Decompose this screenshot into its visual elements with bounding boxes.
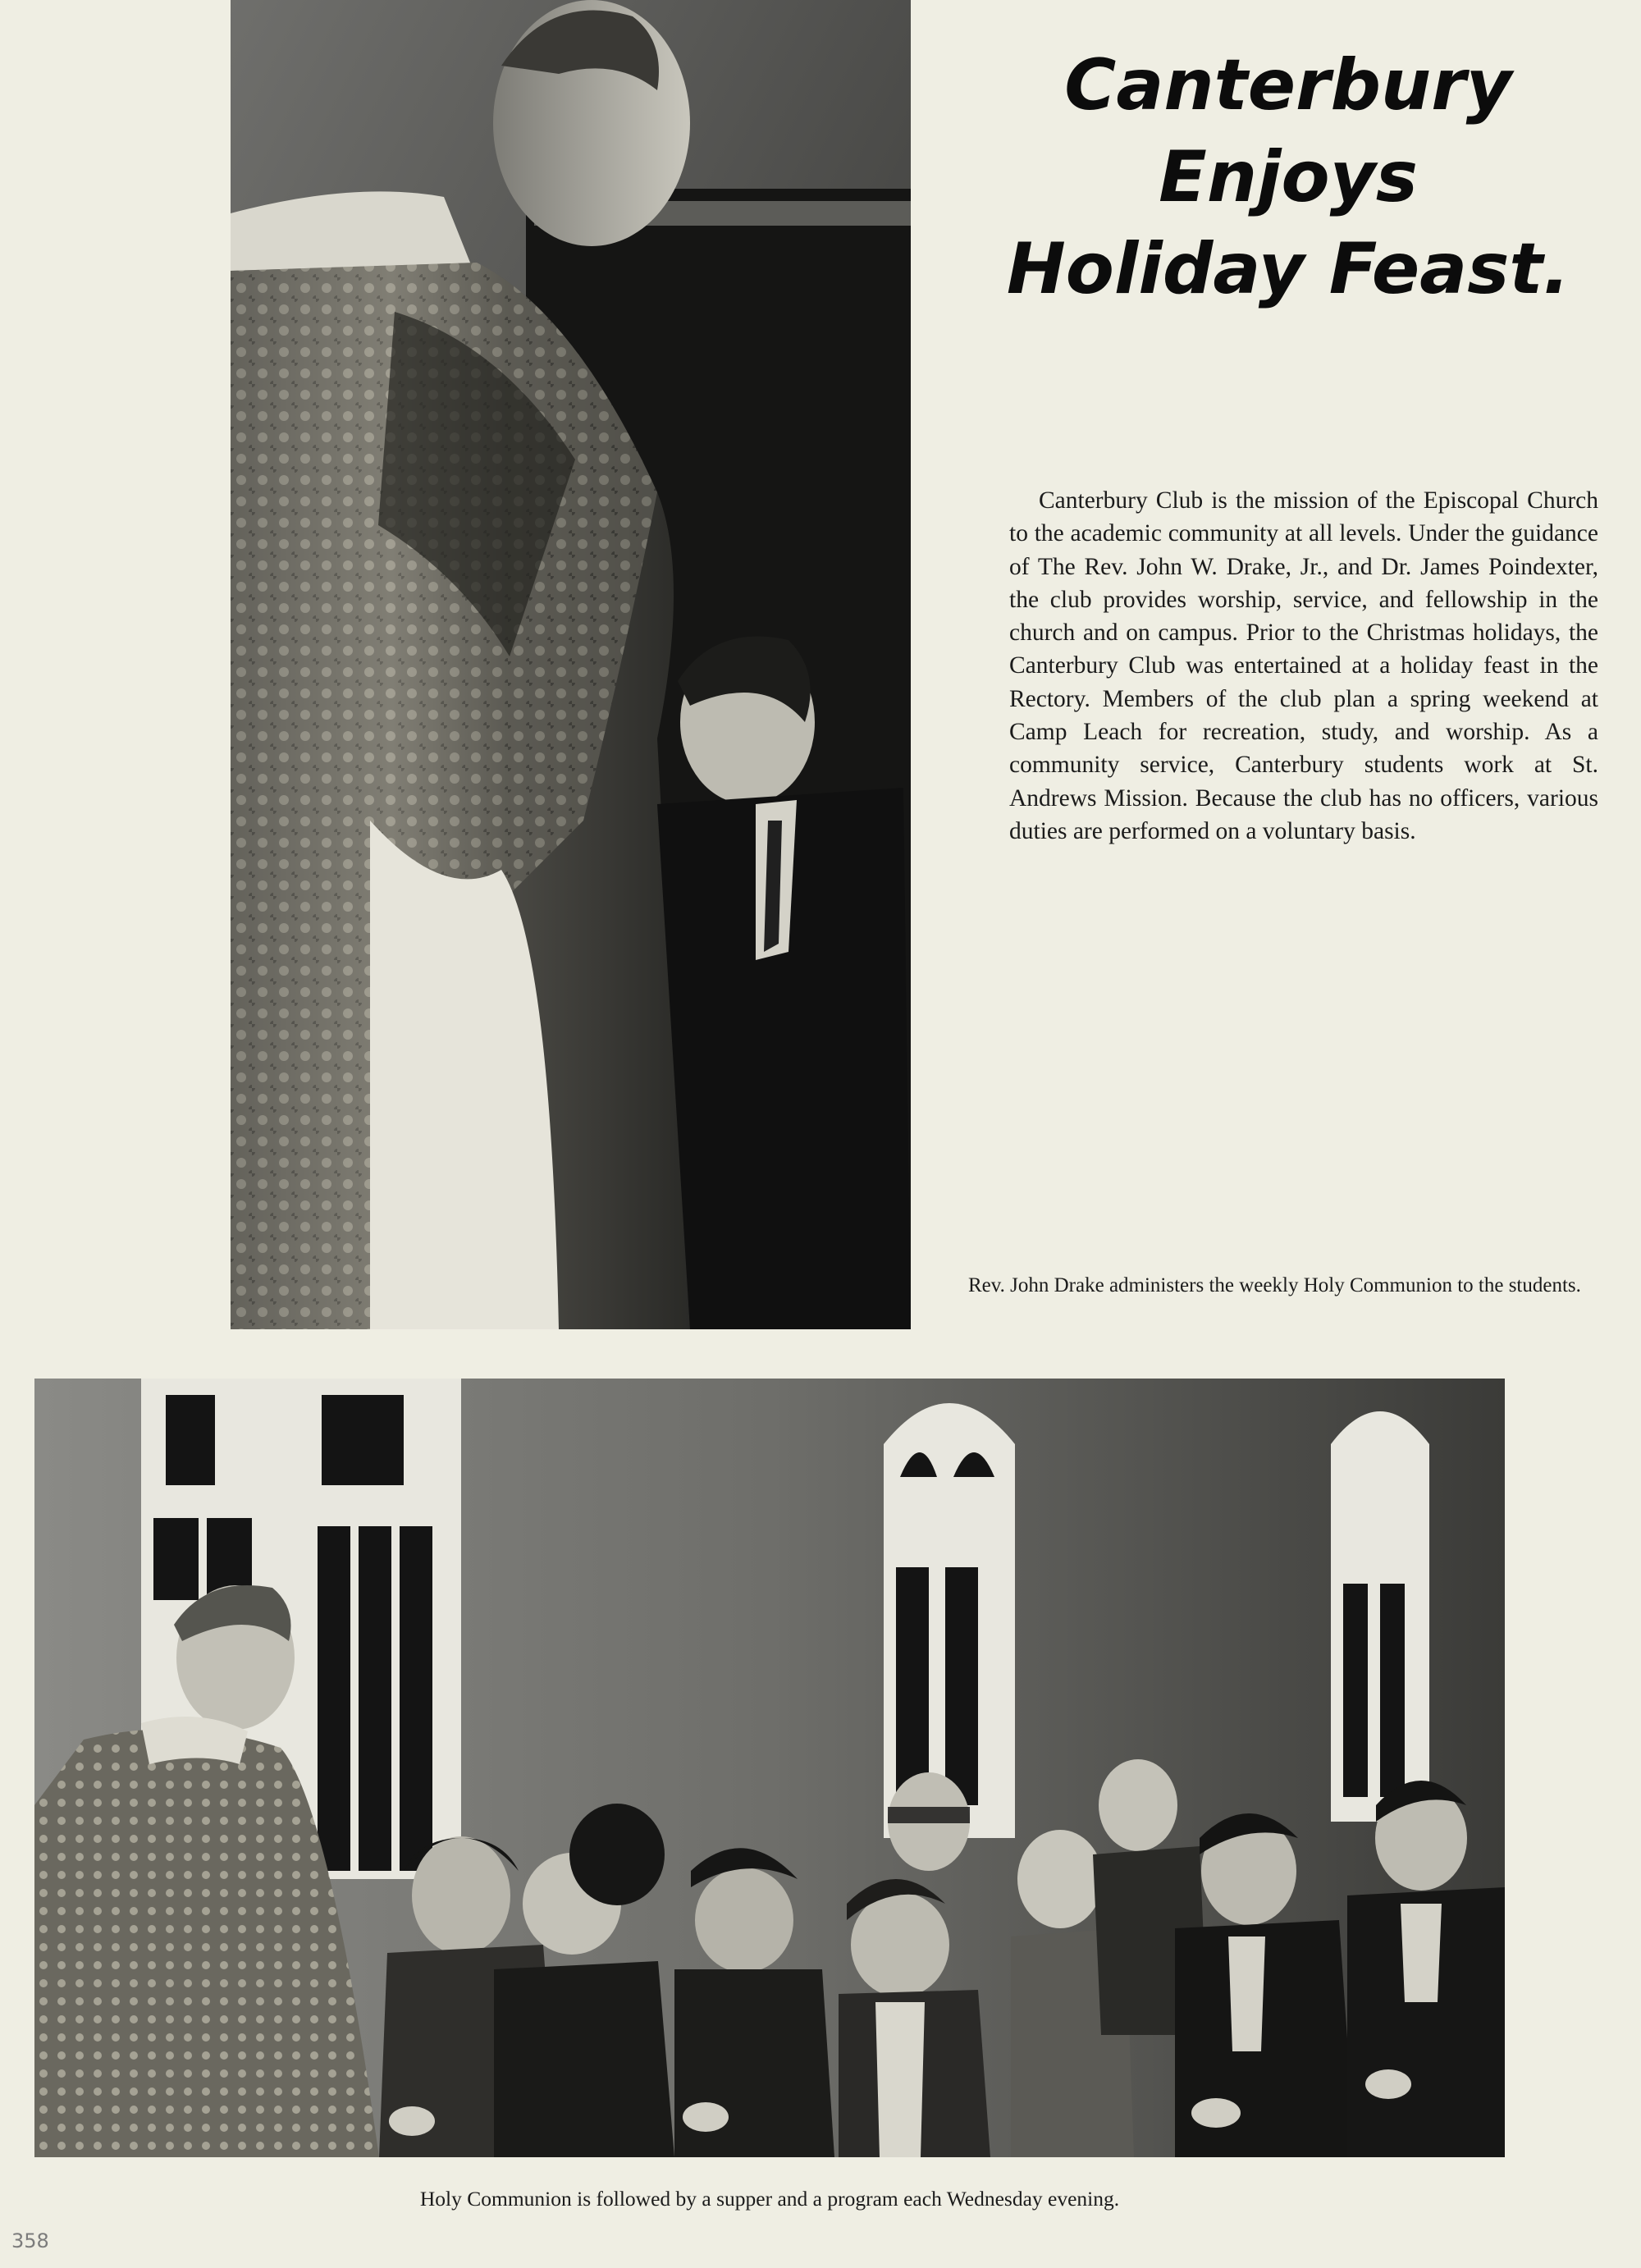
photo-communion-group	[34, 1379, 1505, 2157]
article-body: Canterbury Club is the mission of the Episcopal Church to the academic community at all levels. Under the guidance of The Rev. John W. Drake, Jr., and Dr. James Poindexter, the club provides worship, service, and fellowship in the church and on campus. Prior to the Christmas holidays, the Canterbury Club was entertained at a holiday feast in the Rectory. Members of the club plan a spring weekend at Camp Leach for recreation, study, and worship. As a community service, Canterbury students work at St. Andrews Mission. Because the club has no officers, various duties are performed on a voluntary basis.	[1009, 487, 1598, 844]
page-title	[960, 39, 1616, 315]
top-photo-caption: Rev. John Drake administers the weekly Holy Communion to the students.	[968, 1274, 1581, 1296]
bottom-photo-caption: Holy Communion is followed by a supper and a program each Wednesday evening.	[419, 2187, 1120, 2211]
title-line-2: Holiday Feast.	[1006, 228, 1570, 310]
title-line-1: Canterbury Enjoys	[1064, 44, 1512, 218]
photo-priest-and-student	[231, 0, 911, 1329]
page-number: 358	[11, 2229, 49, 2252]
